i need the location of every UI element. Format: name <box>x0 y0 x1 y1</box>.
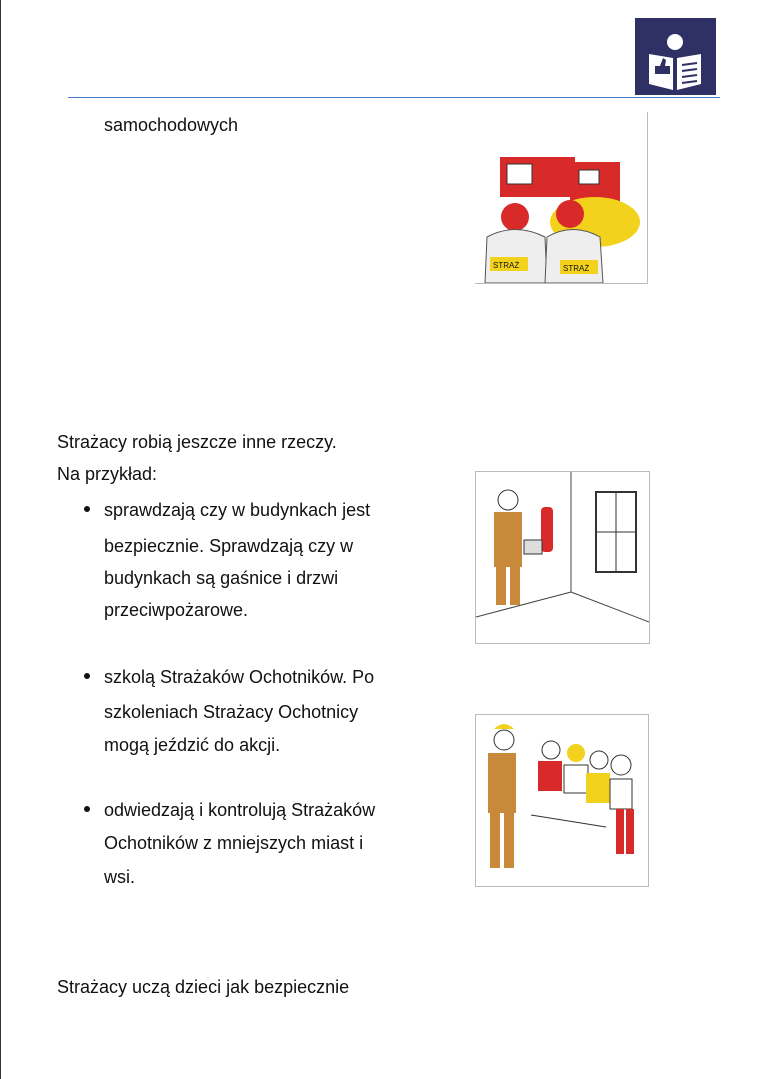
bullet-1-line: budynkach są gaśnice i drzwi <box>104 568 339 588</box>
bullet-3-line: Ochotników z mniejszych miast i <box>104 833 364 853</box>
header-divider <box>68 97 720 98</box>
bullet-2-line: mogą jeździć do akcji. <box>104 735 281 755</box>
firefighters-vehicle-illustration <box>475 112 648 284</box>
straz-label: STRAŻ <box>563 264 590 273</box>
bullet-icon <box>84 673 90 679</box>
straz-label: STRAŻ <box>493 261 520 270</box>
bullet-3-line: odwiedzają i kontrolują Strażaków <box>104 800 376 820</box>
intro-line: Strażacy robią jeszcze inne rzeczy. <box>57 432 337 452</box>
easy-to-read-logo <box>635 18 716 95</box>
bullet-1-line: sprawdzają czy w budynkach jest <box>104 500 371 520</box>
final-line: Strażacy uczą dzieci jak bezpiecznie <box>57 977 350 997</box>
bullet-2-line: szkolą Strażaków Ochotników. Po <box>104 667 375 687</box>
bullet-3-line: wsi. <box>104 867 135 887</box>
fire-inspection-illustration <box>475 471 650 644</box>
bullet-1-line: przeciwpożarowe. <box>104 600 249 620</box>
bullet-icon <box>84 506 90 512</box>
bullet-1-line: bezpiecznie. Sprawdzają czy w <box>104 536 354 556</box>
bullet-icon <box>84 806 90 812</box>
page-left-edge <box>0 0 1 1079</box>
training-illustration <box>475 714 649 887</box>
continued-text: samochodowych <box>104 115 239 135</box>
intro-line: Na przykład: <box>57 464 158 484</box>
easy-to-read-icon <box>635 18 716 95</box>
bullet-2-line: szkoleniach Strażacy Ochotnicy <box>104 702 359 722</box>
